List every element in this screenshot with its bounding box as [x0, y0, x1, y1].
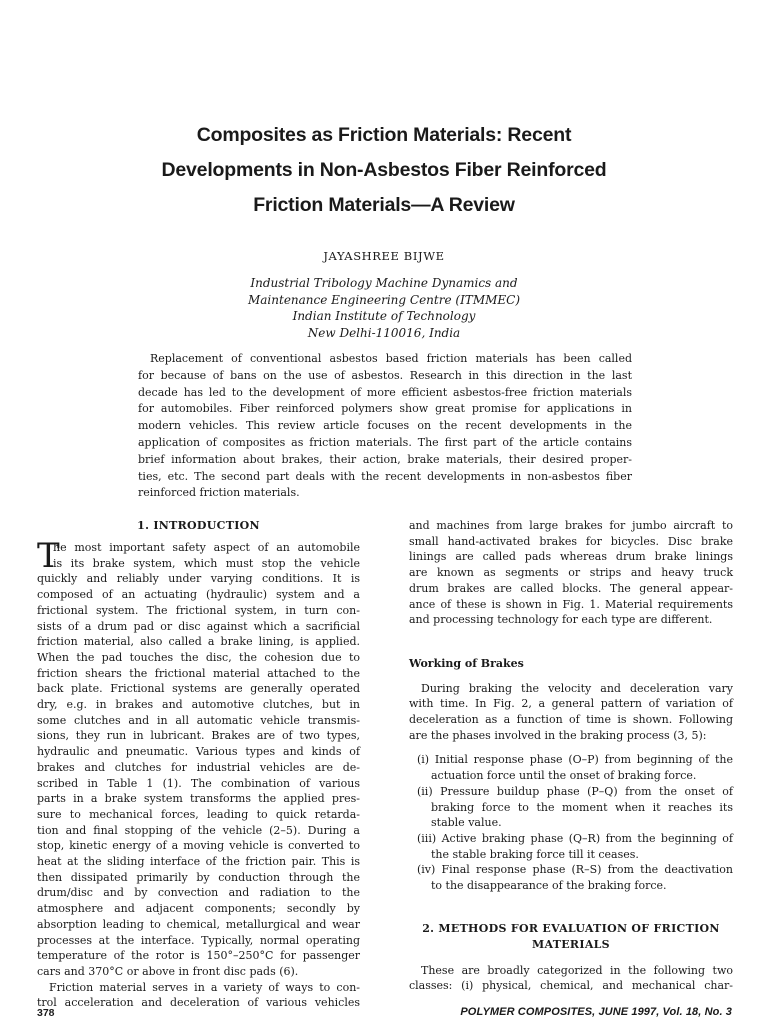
subheading-working-of-brakes: Working of Brakes: [409, 656, 524, 670]
phase-line: (iv) Final response phase (R–S) from the deactivation: [417, 863, 733, 877]
body-line: scribed in Table 1 (1). The combination of various: [37, 776, 360, 790]
phase-item: [409, 784, 733, 831]
body-line: dry, e.g. in brakes and automotive clutches, but in: [37, 698, 360, 712]
section-heading-line: 2. METHODS FOR EVALUATION OF FRICTION: [422, 921, 720, 935]
body-line: deceleration as a function of time is shown. Following: [409, 713, 733, 727]
intro-paragraph: [37, 571, 360, 979]
phase-line: (i) Initial response phase (O–P) from beginning of the: [417, 753, 733, 767]
body-line: and machines from large brakes for jumbo aircraft to: [409, 519, 733, 532]
body-line: cars and 370°C or above in front disc pads (6).: [37, 964, 299, 978]
body-line: drum/disc and by convection and radiation to the: [37, 886, 360, 900]
affiliation-line: Maintenance Engineering Centre (ITMMEC): [247, 292, 521, 307]
abstract-line: brief information about brakes, their action, brake materials, their desired proper-: [138, 452, 632, 466]
body-line: he most important safety aspect of an automobile: [53, 541, 360, 554]
body-line: are the phases involved in the braking process (3, 5):: [409, 728, 707, 742]
abstract-line: application of composites as friction materials. The first part of the article contains: [138, 435, 632, 449]
body-line: parts in a brake system transforms the applied pres-: [37, 792, 360, 806]
body-line: Friction material serves in a variety of ways to con-: [49, 980, 360, 994]
body-line: processes at the interface. Typically, normal operating: [37, 933, 360, 947]
body-line: atmosphere and adjacent components; secondly by: [37, 902, 360, 916]
body-line: are known as segments or strips and heavy truck: [409, 566, 733, 580]
page-number: 378: [37, 1007, 55, 1019]
phase-item: [409, 831, 733, 862]
author-name: JAYASHREE BIJWE: [323, 249, 445, 263]
right-intro-paragraph: [409, 518, 733, 628]
body-line: sure to mechanical forces, leading to quick retarda-: [37, 807, 360, 821]
body-line: frictional system. The frictional system, in turn con-: [37, 603, 360, 617]
title-line: Developments in Non-Asbestos Fiber Reinforced: [161, 159, 607, 181]
left-column: [37, 518, 360, 1011]
body-line: some clutches and in all automatic vehicle transmis-: [37, 713, 360, 727]
body-line: classes: (i) physical, chemical, and mechanical char-: [409, 979, 733, 993]
section-heading-methods: [409, 921, 733, 953]
section-heading-introduction: 1. INTRODUCTION: [137, 519, 260, 532]
body-line: stop, kinetic energy of a moving vehicle is converted to: [37, 839, 360, 853]
body-line: hydraulic and pneumatic. Various types and kinds of: [37, 745, 360, 759]
phase-line: the stable braking force till it ceases.: [431, 847, 639, 861]
body-line: brakes and clutches for industrial vehicles are de-: [37, 760, 360, 774]
body-line: tion and final stopping of the vehicle (2–5). During a: [37, 823, 360, 837]
body-line: back plate. Frictional systems are generally operated: [37, 682, 360, 696]
abstract-line: ties, etc. The second part deals with the recent developments in non-asbestos fiber: [138, 469, 632, 483]
body-line: linings are called pads whereas drum brake linings: [409, 550, 733, 564]
phase-line: stable value.: [431, 816, 502, 830]
abstract-line: for because of bans on the use of asbestos. Research in this direction in the last: [138, 368, 632, 382]
phase-item: [409, 752, 733, 783]
paper-title: [84, 118, 684, 223]
body-line: These are broadly categorized in the following two: [421, 963, 733, 977]
body-line: with time. In Fig. 2, a general pattern of variation of: [409, 697, 733, 711]
abstract-line: reinforced friction materials.: [138, 486, 300, 500]
phase-line: (ii) Pressure buildup phase (P–Q) from the onset of: [417, 784, 733, 798]
body-line: then dissipated primarily by conduction through the: [37, 870, 360, 884]
affiliation-line: New Delhi-110016, India: [307, 325, 461, 340]
drop-cap: T: [37, 536, 60, 576]
affiliation-line: Industrial Tribology Machine Dynamics and: [250, 276, 518, 290]
abstract-line: for automobiles. Fiber reinforced polymers show great promise for applications in: [138, 402, 632, 416]
affiliation: [0, 275, 768, 341]
intro-paragraph-2: [37, 980, 360, 1011]
phase-line: to the disappearance of the braking force.: [431, 879, 667, 893]
body-line: When the pad touches the disc, the cohesion due to: [37, 650, 360, 664]
journal-footer: POLYMER COMPOSITES, JUNE 1997, Vol. 18, No. 3: [460, 1006, 732, 1018]
intro-first-lines: [37, 536, 360, 576]
body-line: temperature of the rotor is 150°–250°C for passenger: [37, 949, 360, 963]
body-line: ance of these is shown in Fig. 1. Material requirements: [409, 597, 733, 611]
body-line: sions, they run in lubricant. Brakes are of two types,: [37, 729, 360, 743]
body-line: quickly and reliably under varying conditions. It is: [37, 572, 360, 586]
body-line: sists of a drum pad or disc against which a sacrificial: [37, 619, 360, 633]
methods-paragraph: [409, 963, 733, 994]
phase-line: actuation force until the onset of braking force.: [431, 769, 697, 783]
body-line: friction shears the frictional material attached to the: [37, 666, 360, 680]
abstract-line: Replacement of conventional asbestos based friction materials has been called: [150, 352, 632, 365]
phase-line: braking force to the moment when it reaches its: [431, 800, 733, 814]
phase-line: (iii) Active braking phase (Q–R) from the beginning of: [417, 831, 733, 845]
title-line: Friction Materials—A Review: [253, 194, 515, 216]
body-line: During braking the velocity and deceleration vary: [421, 681, 733, 695]
abstract: [138, 351, 632, 502]
body-line: friction material, also called a brake lining, is applied.: [37, 635, 360, 649]
title-line: Composites as Friction Materials: Recent: [196, 124, 572, 146]
body-line: drum brakes are called blocks. The general appear-: [409, 581, 733, 595]
section-heading-line: MATERIALS: [532, 937, 610, 951]
body-line: heat at the sliding interface of the friction pair. This is: [37, 855, 360, 869]
body-line: trol acceleration and deceleration of various vehicles: [37, 996, 360, 1010]
abstract-line: decade has led to the development of more efficient asbestos-free friction materials: [138, 385, 632, 399]
body-line: composed of an actuating (hydraulic) system and a: [37, 588, 360, 602]
right-column: [409, 518, 733, 994]
affiliation-line: Indian Institute of Technology: [292, 309, 476, 323]
body-line: is its brake system, which must stop the vehicle: [53, 556, 360, 570]
phase-list: [409, 752, 733, 893]
body-line: small hand-activated brakes for bicycles. Disc brake: [409, 534, 733, 548]
body-line: absorption leading to chemical, metallurgical and wear: [37, 917, 360, 931]
body-line: and processing technology for each type are different.: [409, 613, 713, 627]
abstract-line: modern vehicles. This review article focuses on the recent developments in the: [138, 419, 632, 433]
working-paragraph: [409, 681, 733, 744]
phase-item: [409, 862, 733, 893]
